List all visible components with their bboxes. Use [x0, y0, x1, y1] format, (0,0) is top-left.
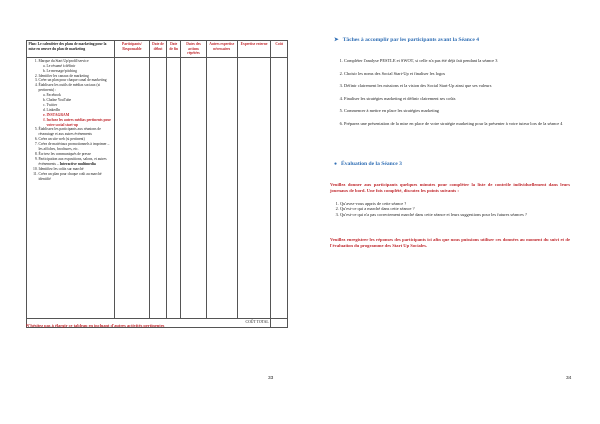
list-item: 2. Identifier les canaux de marketing: [39, 74, 113, 79]
list-item: 8. Écrivez les communiqués de presse: [39, 152, 113, 157]
list-item: a. Le résumé à définir: [47, 64, 113, 69]
task-list-cell: [27, 57, 115, 318]
list-item: e. INSTAGRAM: [47, 113, 113, 118]
table-cell[interactable]: [206, 57, 237, 318]
list-item: 7. Créez de matériaux promotionnels à imprimer – les affiches, brochures, etc.: [39, 142, 113, 152]
final-instruction: Veuillez enregistrer les réponses des participants ici afin que nous puissions utiliser ces données au moment du suivi et de l'évaluation du programme des Start Up Sociales.: [330, 237, 570, 248]
list-item: d. LinkedIn: [47, 108, 113, 113]
table-header-row: [27, 41, 288, 58]
table-row: [27, 57, 288, 318]
header-external-expertise: Expertise externe: [237, 41, 270, 58]
table-cell[interactable]: [237, 57, 270, 318]
list-item: a. Facebook: [47, 93, 113, 98]
list-item: 5. Commencer à mettre en place les stratégies marketing: [344, 108, 576, 114]
arrow-icon: ➤: [334, 37, 339, 43]
header-other-expertise: Autres expertise nécessaires: [206, 41, 237, 58]
table-cell[interactable]: [114, 57, 149, 318]
tasks-heading: ➤ Tâches à accomplir par les participants avant la Séance 4: [334, 37, 480, 43]
list-item: 9. Participation aux expositions, salons, et autres événements – Interactive multimedia: [39, 157, 113, 167]
list-item: 11. Créez un plan pour chaque coût au marché identifié: [39, 172, 113, 182]
tasks-list: [334, 58, 576, 134]
page-number-right: 34: [566, 376, 572, 381]
table-note: N'hésitez pas à élargir ce tableau en incluant d'autres activités pertinentes: [26, 323, 165, 328]
list-item: 2. Qu'est-ce qui a marché dans cette séance ?: [340, 206, 576, 211]
header-start-date: Date de début: [150, 41, 167, 58]
list-item: 3. Qu'est-ce qui n'a pas correctement marché dans cette séance et leurs suggestions pour les futures séances ?: [340, 212, 576, 217]
total-cost-label: COÛT TOTAL: [27, 318, 271, 327]
header-plan: Plan: Le calendrier des plans de marketing pour la mise en oeuvre du plan de marketing: [27, 41, 115, 58]
evaluation-instruction: Veuillez donner aux participants quelques minutes pour compléter la liste de contrôle individuellement dans leurs journaux de bord. Une fois complété, discutez les points suivants :: [330, 182, 570, 193]
task-list: [29, 59, 113, 182]
list-item: c. Twitter: [47, 103, 113, 108]
list-item: b. Chaîne YouTube: [47, 98, 113, 103]
list-item: 4. Établissez les outils de médias sociaux (si pertinents) : a. Facebook b. Chaîne YouTube c. Twitter d. LinkedIn e. INSTAGRAM f. Incluez les autres médias pertinents pour votre social start-up: [39, 83, 113, 127]
header-participants: Participants/ Responsable: [114, 41, 149, 58]
bullet-icon: ●: [334, 162, 338, 167]
list-item: 10. Identifiez les coûts sur marché: [39, 167, 113, 172]
table-cell[interactable]: [166, 57, 181, 318]
list-item: f. Incluez les autres médias pertinents pour votre social start-up: [47, 118, 113, 128]
list-item: 5. Établissez les participants aux réunions de réseautage et aux autres événements: [39, 127, 113, 137]
header-repeated-dates: Dates des actions répétées: [181, 41, 206, 58]
total-cost-cell[interactable]: [271, 318, 288, 327]
list-item: 1. Compléter l'analyse PESTLE et SWOT, si celle n'a pas été déjà fait pendant la séance 3: [344, 58, 576, 64]
list-item: 3. Créer un plan pour chaque canal de marketing: [39, 78, 113, 83]
page-number-left: 33: [268, 376, 274, 381]
list-item: 1. Qu'avez-vous appris de cette séance ?: [340, 201, 576, 206]
list-item: 6. Préparez une présentation de la mise en place de votre stratégie marketing pour la présenter à votre tuteur lors de la séance 4: [344, 121, 576, 127]
list-item: 4. Finaliser les stratégies marketing et définir clairement ses coûts: [344, 96, 576, 102]
list-item: b. Le message/pitching: [47, 69, 113, 74]
table-cell[interactable]: [150, 57, 167, 318]
table-cell[interactable]: [271, 57, 288, 318]
list-item: 1. Marque du Start Up/profil/service a. Le résumé à définir b. Le message/pitching: [39, 59, 113, 74]
header-cost: Coût: [271, 41, 288, 58]
marketing-plan-table: [26, 40, 288, 328]
header-end-date: Date de fin: [166, 41, 181, 58]
evaluation-heading: ● Évaluation de la Séance 3: [334, 161, 402, 167]
list-item: 3. Définir clairement les missions et la vision des Social Start-Up ainsi que ses valeurs: [344, 83, 576, 89]
list-item: 2. Choisir les noms des Social Start-Up et finaliser les logos: [344, 71, 576, 77]
table-cell[interactable]: [181, 57, 206, 318]
questions-list: [330, 201, 576, 217]
list-item: 6. Créez un site web (si pertinent): [39, 137, 113, 142]
